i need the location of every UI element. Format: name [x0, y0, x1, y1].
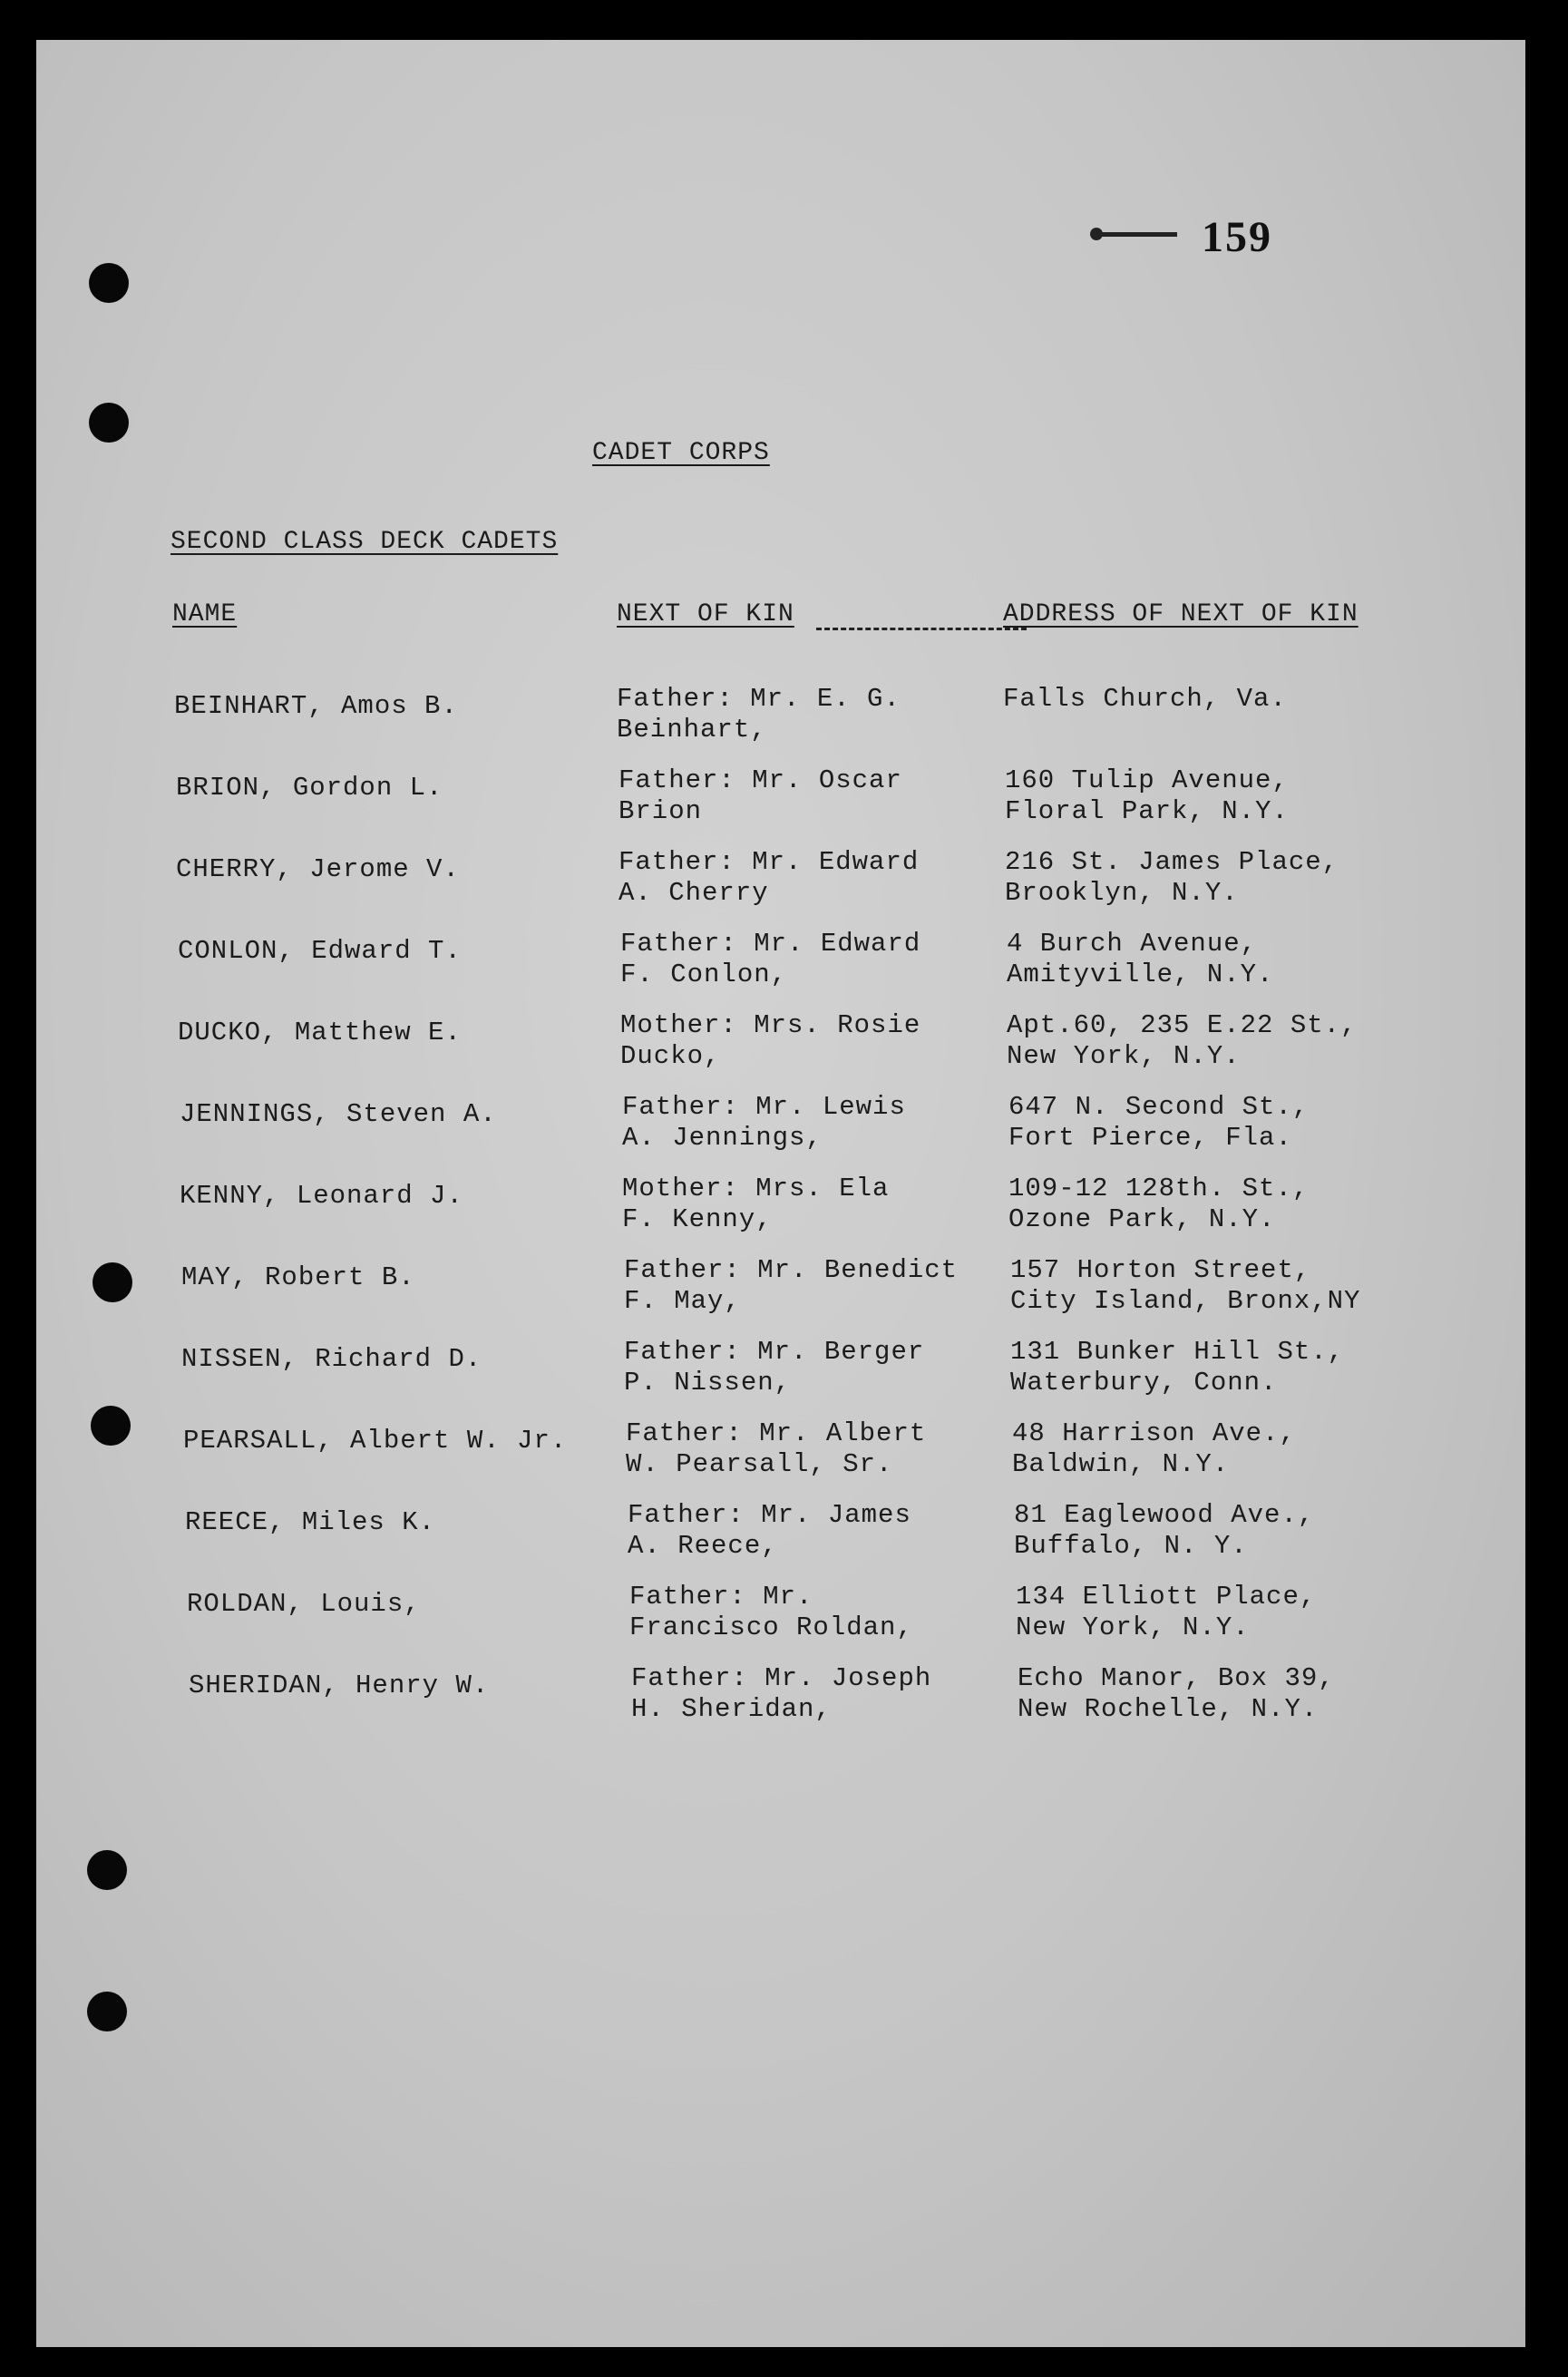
kin-address: 48 Harrison Ave., Baldwin, N.Y.	[1012, 1418, 1296, 1479]
next-of-kin: Father: Mr. James A. Reece,	[628, 1500, 911, 1561]
next-of-kin: Father: Mr. Lewis A. Jennings,	[622, 1092, 906, 1153]
table-row	[36, 765, 1525, 852]
table-row	[36, 1663, 1525, 1750]
table-row	[36, 1418, 1525, 1505]
next-of-kin: Mother: Mrs. Ela F. Kenny,	[622, 1174, 890, 1234]
next-of-kin: Mother: Mrs. Rosie Ducko,	[620, 1010, 921, 1071]
cadet-name: JENNINGS, Steven A.	[180, 1099, 497, 1129]
kin-address: 4 Burch Avenue, Amityville, N.Y.	[1007, 929, 1274, 989]
next-of-kin: Father: Mr. Joseph H. Sheridan,	[631, 1663, 932, 1724]
kin-address: 160 Tulip Avenue, Floral Park, N.Y.	[1005, 765, 1289, 826]
kin-address: Echo Manor, Box 39, New Rochelle, N.Y.	[1018, 1663, 1335, 1724]
punch-hole	[87, 1992, 127, 2031]
table-row	[36, 1500, 1525, 1587]
next-of-kin: Father: Mr. Albert W. Pearsall, Sr.	[626, 1418, 927, 1479]
kin-address: 647 N. Second St., Fort Pierce, Fla.	[1008, 1092, 1310, 1153]
kin-address: 157 Horton Street, City Island, Bronx,NY	[1010, 1255, 1361, 1316]
cadet-name: REECE, Miles K.	[185, 1507, 436, 1537]
dashed-leader	[816, 628, 1027, 630]
kin-address: 109-12 128th. St., Ozone Park, N.Y.	[1008, 1174, 1310, 1234]
cadet-name: MAY, Robert B.	[181, 1262, 415, 1292]
kin-address: Falls Church, Va.	[1003, 684, 1287, 714]
column-header-name: NAME	[172, 600, 238, 628]
cadet-name: CHERRY, Jerome V.	[176, 854, 460, 884]
cadet-name: PEARSALL, Albert W. Jr.	[183, 1426, 568, 1456]
table-row	[36, 1337, 1525, 1424]
table-row	[36, 1174, 1525, 1261]
kin-address: 81 Eaglewood Ave., Buffalo, N. Y.	[1014, 1500, 1315, 1561]
page-number: 159	[1202, 213, 1272, 261]
cadet-name: ROLDAN, Louis,	[187, 1589, 421, 1619]
column-header-address: ADDRESS OF NEXT OF KIN	[1003, 600, 1359, 628]
pencil-mark	[1096, 232, 1177, 237]
column-header-kin: NEXT OF KIN	[617, 600, 794, 628]
punch-hole	[89, 263, 129, 303]
cadet-name: BRION, Gordon L.	[176, 773, 443, 803]
cadet-name: CONLON, Edward T.	[178, 936, 462, 966]
next-of-kin: Father: Mr. Francisco Roldan,	[629, 1582, 913, 1642]
document-title: CADET CORPS	[592, 439, 770, 467]
table-row	[36, 1010, 1525, 1097]
table-row	[36, 684, 1525, 771]
kin-address: 216 St. James Place, Brooklyn, N.Y.	[1005, 847, 1339, 908]
document-page	[36, 40, 1525, 2347]
table-row	[36, 847, 1525, 934]
next-of-kin: Father: Mr. E. G. Beinhart,	[617, 684, 901, 745]
cadet-name: DUCKO, Matthew E.	[178, 1018, 462, 1047]
punch-hole	[87, 1850, 127, 1890]
table-row	[36, 1092, 1525, 1179]
cadet-name: BEINHART, Amos B.	[174, 691, 458, 721]
table-row	[36, 1255, 1525, 1342]
cadet-name: SHERIDAN, Henry W.	[189, 1671, 490, 1700]
kin-address: 131 Bunker Hill St., Waterbury, Conn.	[1010, 1337, 1345, 1398]
next-of-kin: Father: Mr. Oscar Brion	[618, 765, 902, 826]
cadet-name: KENNY, Leonard J.	[180, 1181, 463, 1211]
next-of-kin: Father: Mr. Edward A. Cherry	[618, 847, 920, 908]
next-of-kin: Father: Mr. Benedict F. May,	[624, 1255, 959, 1316]
cadet-name: NISSEN, Richard D.	[181, 1344, 482, 1374]
punch-hole	[89, 403, 129, 443]
next-of-kin: Father: Mr. Edward F. Conlon,	[620, 929, 921, 989]
table-row	[36, 929, 1525, 1016]
next-of-kin: Father: Mr. Berger P. Nissen,	[624, 1337, 925, 1398]
kin-address: Apt.60, 235 E.22 St., New York, N.Y.	[1007, 1010, 1358, 1071]
section-heading: SECOND CLASS DECK CADETS	[170, 528, 559, 556]
kin-address: 134 Elliott Place, New York, N.Y.	[1016, 1582, 1317, 1642]
table-row	[36, 1582, 1525, 1669]
